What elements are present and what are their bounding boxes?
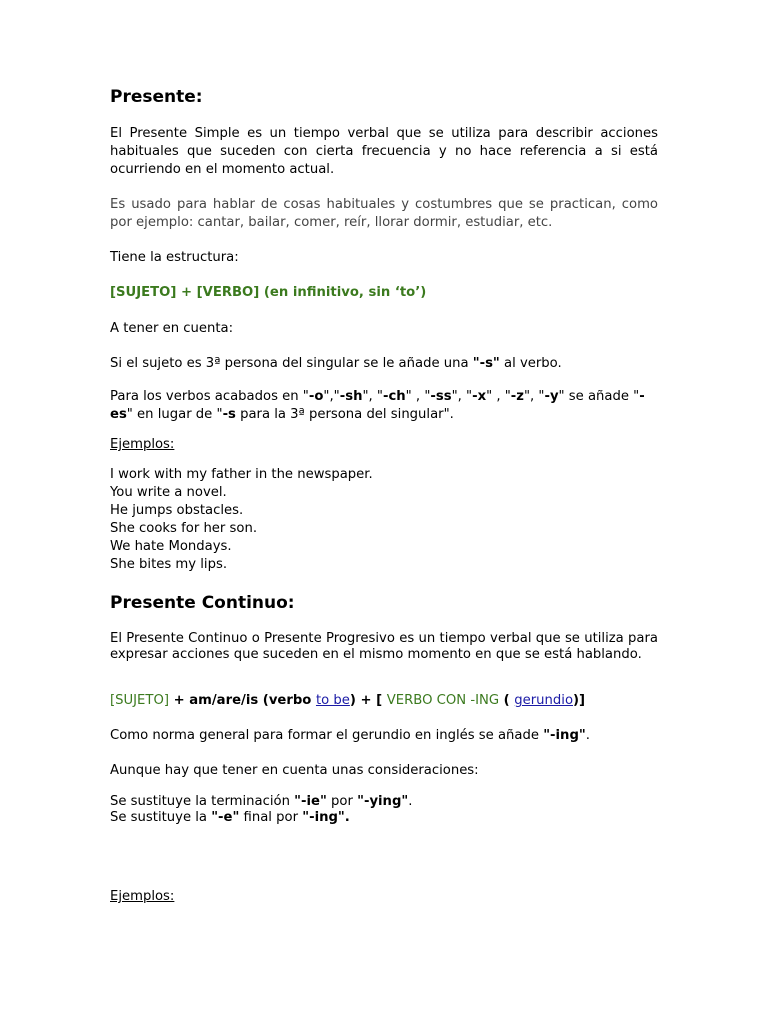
rule-e-to-ing: Se sustituye la "-e" final por "-ing". (110, 810, 350, 825)
example-line: She bites my lips. (110, 557, 228, 572)
note-label: A tener en cuenta: (110, 321, 234, 336)
rule-es-ending: Para los verbos acabados en "-o","-sh", "-ch" , "-ss", "-x" , "-z", "-y" se añade "-es" en lugar de "-s para la 3ª persona del singular". (110, 389, 645, 422)
rule-third-person-s: Si el sujeto es 3ª persona del singular se le añade una "-s" al verbo. (110, 356, 562, 371)
section-title-continuo: Presente Continuo: (110, 593, 295, 613)
example-line: I work with my father in the newspaper. (110, 467, 373, 482)
presente-usage: Es usado para hablar de cosas habituales y costumbres que se practican, como por ejemplo: cantar, bailar, comer, reír, llorar dormir, estudiar, etc. (110, 197, 658, 230)
section-title-presente: Presente: (110, 87, 203, 107)
example-line: You write a novel. (110, 485, 227, 500)
gerund-norm: Como norma general para formar el gerundio en inglés se añade "-ing". (110, 728, 590, 743)
presente-formula: [SUJETO] + [VERBO] (en infinitivo, sin ‘to’) (110, 285, 427, 300)
example-line: We hate Mondays. (110, 539, 232, 554)
examples-label-presente: Ejemplos: (110, 437, 175, 452)
link-to-be[interactable]: to be (315, 693, 350, 708)
examples-label-continuo: Ejemplos: (110, 889, 175, 904)
presente-intro: El Presente Simple es un tiempo verbal que se utiliza para describir acciones habituales que suceden con cierta frecuencia y no hace referencia a si está ocurriendo en el momento actual. (110, 126, 658, 177)
example-line: She cooks for her son. (110, 521, 258, 536)
considerations-label: Aunque hay que tener en cuenta unas consideraciones: (110, 763, 479, 778)
continuo-formula: [SUJETO] + am/are/is (verbo to be) + [ VERBO CON -ING ( gerundio)] (110, 693, 586, 708)
considerations-list (110, 794, 658, 826)
structure-label: Tiene la estructura: (110, 250, 239, 265)
examples-list-presente (110, 466, 658, 574)
link-gerundio[interactable]: gerundio (514, 693, 574, 708)
continuo-intro: El Presente Continuo o Presente Progresivo es un tiempo verbal que se utiliza para expresar acciones que suceden en el mismo momento en que se está hablando. (110, 631, 658, 662)
example-line: He jumps obstacles. (110, 503, 244, 518)
rule-ie-to-ying: Se sustituye la terminación "-ie" por "-ying". (110, 794, 413, 809)
